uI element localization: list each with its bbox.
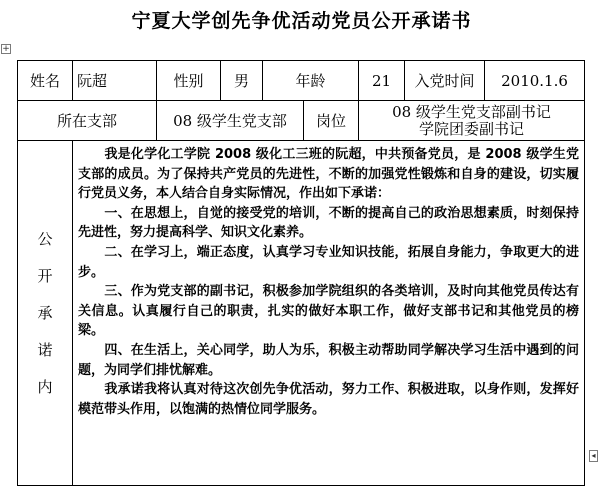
pledge-row bbox=[18, 141, 585, 486]
post-line-2: 学院团委副书记 bbox=[419, 119, 525, 138]
resize-handle-icon[interactable]: ◂ bbox=[589, 450, 598, 462]
join-date-label: 入党时间 bbox=[405, 61, 485, 101]
pledge-paragraph: 三、作为党支部的副书记，积极参加学院组织的各类培训，及时向其他党员传达有关信息。认真履行自己的职责，扎实的做好本职工作，做好支部书记和其他党员的榜梁。 bbox=[78, 284, 580, 339]
pledge-paragraph: 四、在生活上，关心同学，助人为乐，积极主动帮助同学解决学习生活中遇到的问题，为同学们排忧解难。 bbox=[78, 342, 580, 378]
label-char: 承 bbox=[37, 303, 53, 322]
label-char: 诺 bbox=[37, 340, 53, 359]
name-value[interactable]: 阮超 bbox=[73, 61, 157, 101]
pledge-paragraph: 二、在学习上，端正态度，认真学习专业知识技能，拓展自身能力，争取更大的进步。 bbox=[78, 244, 580, 280]
age-value[interactable]: 21 bbox=[359, 61, 405, 101]
pledge-paragraph: 一、在思想上，自觉的接受党的培训，不断的提高自己的政治思想素质，时刻保持先进性，努力提高科学、知识文化素养。 bbox=[78, 205, 580, 241]
join-date-value[interactable]: 2010.1.6 bbox=[485, 61, 585, 101]
pledge-content[interactable] bbox=[73, 141, 585, 486]
branch-label: 所在支部 bbox=[18, 101, 157, 141]
document-title: 宁夏大学创先争优活动党员公开承诺书 bbox=[131, 10, 472, 32]
age-label: 年龄 bbox=[263, 61, 359, 101]
name-label: 姓名 bbox=[18, 61, 73, 101]
info-row-branch bbox=[18, 101, 585, 141]
pledge-paragraph: 我承诺我将认真对待这次创先争优活动，努力工作、积极进取，以身作则，发挥好模范带头作用，以饱满的热情位同学服务。 bbox=[78, 382, 580, 417]
post-label: 岗位 bbox=[304, 101, 359, 141]
label-char: 公 bbox=[37, 229, 53, 248]
pledge-paragraph: 我是化学化工学院 2008 级化工三班的阮超，中共预备党员，是 2008 级学生党支部的成员。为了保持共产党员的先进性，不断的加强党性锻炼和自身的建设，切实履行党员义务，本人结合自身实际情况，作出如下承诺： bbox=[78, 147, 580, 202]
pledge-form-table bbox=[17, 60, 585, 486]
label-char: 开 bbox=[37, 266, 53, 285]
branch-value[interactable]: 08 级学生党支部 bbox=[157, 101, 304, 141]
table-move-handle-icon[interactable]: + bbox=[2, 44, 10, 54]
label-char: 内 bbox=[37, 377, 53, 396]
post-line-1: 08 级学生党支部副书记 bbox=[392, 102, 551, 121]
post-value[interactable] bbox=[359, 101, 585, 141]
gender-label: 性别 bbox=[157, 61, 221, 101]
info-row-personal bbox=[18, 61, 585, 101]
gender-value[interactable]: 男 bbox=[221, 61, 263, 101]
pledge-content-label bbox=[18, 141, 73, 486]
